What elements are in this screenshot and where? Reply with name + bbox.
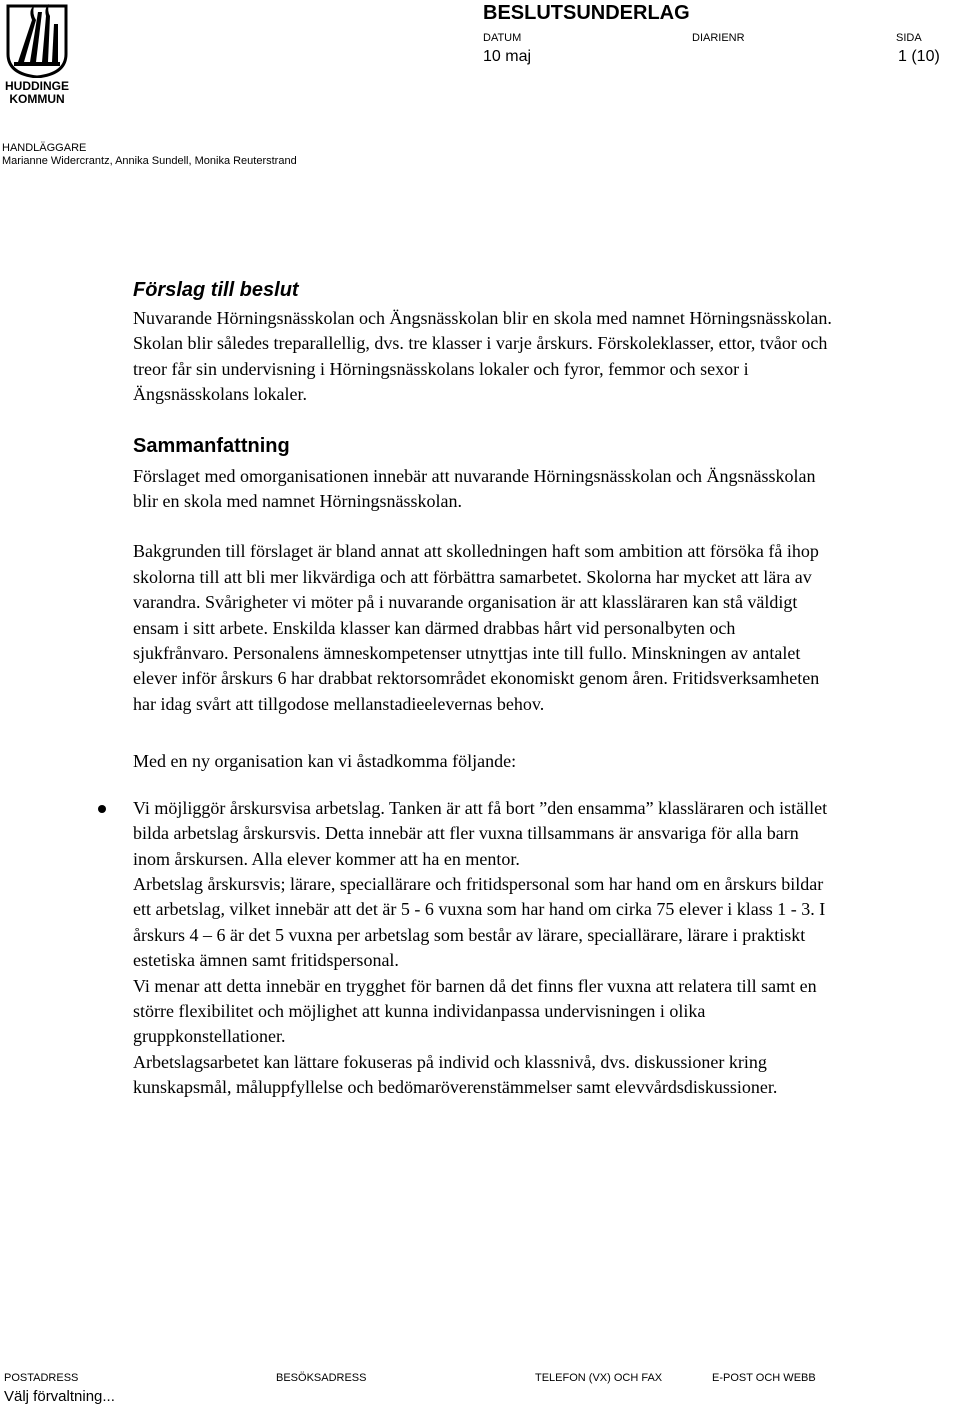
document-type-title: BESLUTSUNDERLAG (483, 2, 690, 24)
bullet-paragraph-4: Arbetslagsarbetet kan lättare fokuseras på individ och klassnivå, dvs. diskussioner kring kunskapsmål, måluppfyllelse och bedömaröverenstämmelser samt elevvårdsdiskussioner. (133, 1051, 778, 1098)
logo-text-line2: KOMMUN (9, 92, 65, 106)
visiting-address-label: BESÖKSADRESS (276, 1372, 367, 1384)
page-label: SIDA (896, 32, 922, 44)
date-label: DATUM (483, 32, 522, 44)
intro-line: Med en ny organisation kan vi åstadkomma följande: (133, 751, 517, 772)
handler-label: HANDLÄGGARE (2, 142, 87, 154)
summary-paragraph-1: Förslaget med omorganisationen innebär att nuvarande Hörningsnässkolan och Ängsnässkolan blir en skola med namnet Hörningsnässkolan. (133, 465, 816, 512)
registration-number-label: DIARIENR (692, 32, 745, 44)
bullet-paragraph-2: Arbetslag årskursvis; lärare, speciallärare och fritidspersonal som har hand om en årskurs bildar ett arbetslag, vilket innebär att det är 5 - 6 vuxna som har hand om cirka 75 elever i klass 1 - 3. I årskurs 4 – 6 är det 5 vuxna per arbetslag som består av lärare, speciallärare, lärare i praktiskt estetiska ämnen samt fritidspersonal. (133, 873, 826, 971)
flame-emblem-icon (2, 2, 72, 78)
list-item (67, 796, 833, 1101)
summary-paragraph-2: Bakgrunden till förslaget är bland annat att skolledningen haft som ambition att försöka få ihop skolorna till att bli mer likvärdiga och att förbättra samarbetet. Skolorna har mycket att lära av varandra. Svårigheter vi möter på i nuvarande organisation är att klassläraren kan stå väldigt ensam i sitt arbete. Enskilda klasser kan därmed drabbas hårt vid personalbyten och sjukfrånvaro. Personalens ämneskompetenser utnyttjas inte till fullo. Minskningen av antalet elever inför årskurs 6 har drabbat rektorsområdet ekonomiskt genom åren. Fritidsverksamheten har idag svårt att tillgodose mellanstadieelevernas behov. (133, 541, 820, 714)
proposal-heading: Förslag till beslut (133, 279, 299, 301)
handler-names: Marianne Widercrantz, Annika Sundell, Monika Reuterstrand (2, 155, 297, 167)
bullet-icon (98, 805, 106, 813)
summary-heading: Sammanfattning (133, 434, 290, 457)
document-body (133, 278, 833, 1101)
bullet-paragraph-3: Vi menar att detta innebär en trygghet för barnen då det finns fler vuxna att relatera till samt en större flexibilitet och möjlighet att kunna individanpassa undervisningen i olika gruppkonstellationer. (133, 975, 817, 1047)
bullet-paragraph-1: Vi möjliggör årskursvisa arbetslag. Tanken är att få bort ”den ensamma” klassläraren och istället bilda arbetslag årskursvis. Detta innebär att fler vuxna tillsammans är ansvariga för alla barn inom årskursen. Alla elever kommer att ha en mentor. (133, 797, 828, 869)
proposal-text: Nuvarande Hörningsnässkolan och Ängsnässkolan blir en skola med namnet Hörningsnässkolan. Skolan blir således treparallellig, dvs. tre klasser i varje årskurs. Förskoleklasser, ettor, tvåor och treor får sin undervisning i Hörningsnässkolans lokaler och fyror, femmor och sexor i Ängsnässkolans lokaler. (133, 308, 832, 405)
logo-text-line1: HUDDINGE (4, 79, 69, 93)
phone-fax-label: TELEFON (VX) OCH FAX (535, 1372, 663, 1384)
email-web-label: E-POST OCH WEBB (712, 1372, 816, 1384)
benefits-list (67, 796, 833, 1101)
municipality-logo (2, 2, 72, 106)
page-number-value: 1 (10) (898, 48, 940, 65)
postal-address-value: Välj förvaltning... (4, 1388, 115, 1405)
postal-address-label: POSTADRESS (4, 1372, 79, 1384)
date-value: 10 maj (483, 48, 532, 65)
